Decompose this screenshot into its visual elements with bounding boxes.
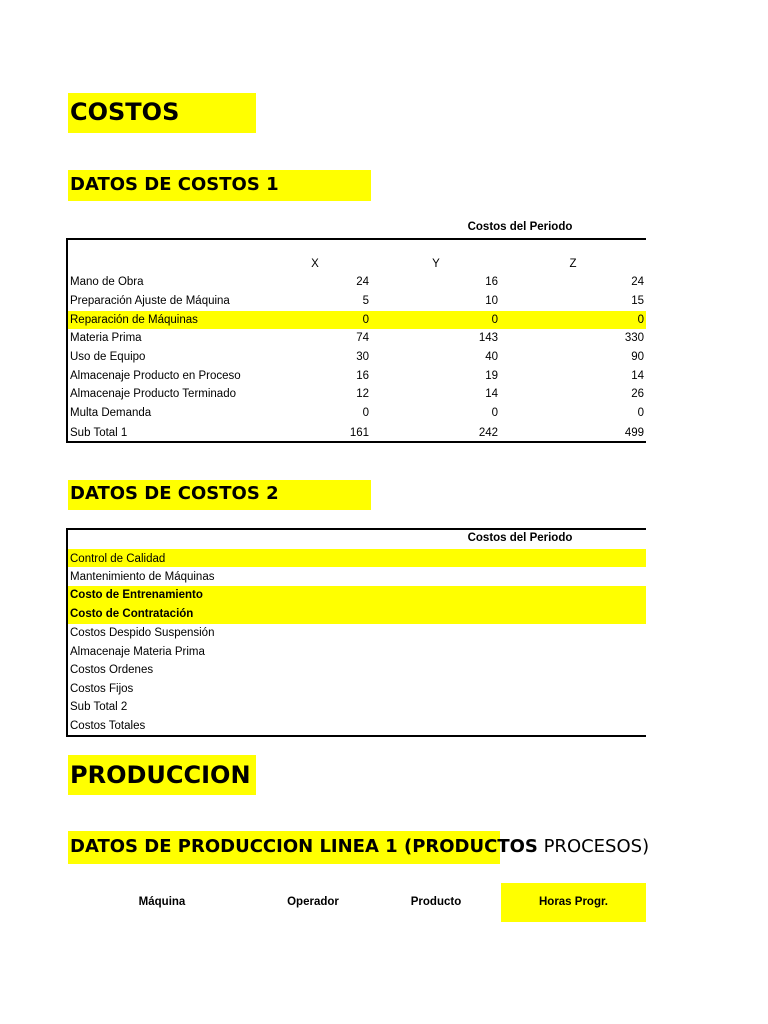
cell-z: 0: [637, 407, 644, 419]
header-maquina: Máquina: [138, 896, 186, 908]
row-label: Costo de Entrenamiento: [70, 589, 203, 601]
cell-x: 5: [362, 295, 369, 307]
cell-x: 30: [356, 351, 369, 363]
cell-x: 24: [356, 276, 369, 288]
row-label: Reparación de Máquinas: [70, 314, 198, 326]
cell-y: 10: [485, 295, 498, 307]
row-label: Control de Calidad: [70, 553, 166, 565]
cell-z: 15: [631, 295, 644, 307]
row-label: Multa Demanda: [70, 407, 152, 419]
row-label: Costos Despido Suspensión: [70, 627, 215, 639]
col-header-x: X: [311, 258, 319, 270]
costos1-title: DATOS DE COSTOS 1: [70, 174, 279, 195]
table1-left-border: [66, 238, 68, 443]
cell-z: 24: [631, 276, 644, 288]
table2-top-border: [66, 528, 646, 530]
cell-x: 12: [356, 388, 369, 400]
cell-z: 90: [631, 351, 644, 363]
row-label: Almacenaje Producto Terminado: [70, 388, 236, 400]
header-operador: Operador: [287, 896, 339, 908]
table2-bottom-border: [66, 735, 646, 737]
row-label: Costo de Contratación: [70, 608, 194, 620]
cell-y: 0: [491, 407, 498, 419]
row-label: Costos Totales: [70, 720, 146, 732]
cell-x: 0: [362, 407, 369, 419]
cell-y: 40: [485, 351, 498, 363]
row-label: Materia Prima: [70, 332, 142, 344]
cell-y: 16: [485, 276, 498, 288]
costos1-period-header: Costos del Periodo: [467, 221, 573, 233]
row-label: Mantenimiento de Máquinas: [70, 571, 215, 583]
costos2-period-header: Costos del Periodo: [467, 532, 573, 544]
cell-x: 16: [356, 370, 369, 382]
produccion1-title-bold: DATOS DE PRODUCCION LINEA 1 (PRODUCTOS: [70, 836, 538, 857]
costos2-title: DATOS DE COSTOS 2: [70, 483, 279, 504]
cell-y: 0: [491, 314, 498, 326]
col-header-z: Z: [569, 258, 577, 270]
row-label: Mano de Obra: [70, 276, 144, 288]
row-label: Almacenaje Materia Prima: [70, 646, 205, 658]
row-label: Uso de Equipo: [70, 351, 146, 363]
cell-y: 19: [485, 370, 498, 382]
cell-y: 242: [478, 427, 498, 439]
row-label: Costos Ordenes: [70, 664, 154, 676]
costos-title: COSTOS: [70, 98, 180, 126]
cell-z: 0: [637, 314, 644, 326]
row-label: Sub Total 2: [70, 701, 128, 713]
col-header-y: Y: [432, 258, 440, 270]
cell-y: 14: [485, 388, 498, 400]
produccion1-title-rest: PROCESOS): [537, 836, 650, 857]
header-horas-progr: Horas Progr.: [538, 896, 609, 908]
table1-top-border: [66, 238, 646, 240]
row-label: Preparación Ajuste de Máquina: [70, 295, 230, 307]
row-label: Costos Fijos: [70, 683, 134, 695]
header-producto: Producto: [410, 896, 462, 908]
row-label: Sub Total 1: [70, 427, 128, 439]
table1-bottom-border: [66, 441, 646, 443]
cell-z: 26: [631, 388, 644, 400]
produccion-title: PRODUCCION: [70, 761, 251, 789]
cell-y: 143: [478, 332, 498, 344]
cell-z: 330: [624, 332, 644, 344]
produccion1-title: [70, 837, 649, 857]
cell-x: 0: [362, 314, 369, 326]
cell-x: 161: [349, 427, 369, 439]
cell-z: 499: [624, 427, 644, 439]
cell-x: 74: [356, 332, 369, 344]
row-label: Almacenaje Producto en Proceso: [70, 370, 241, 382]
cell-z: 14: [631, 370, 644, 382]
